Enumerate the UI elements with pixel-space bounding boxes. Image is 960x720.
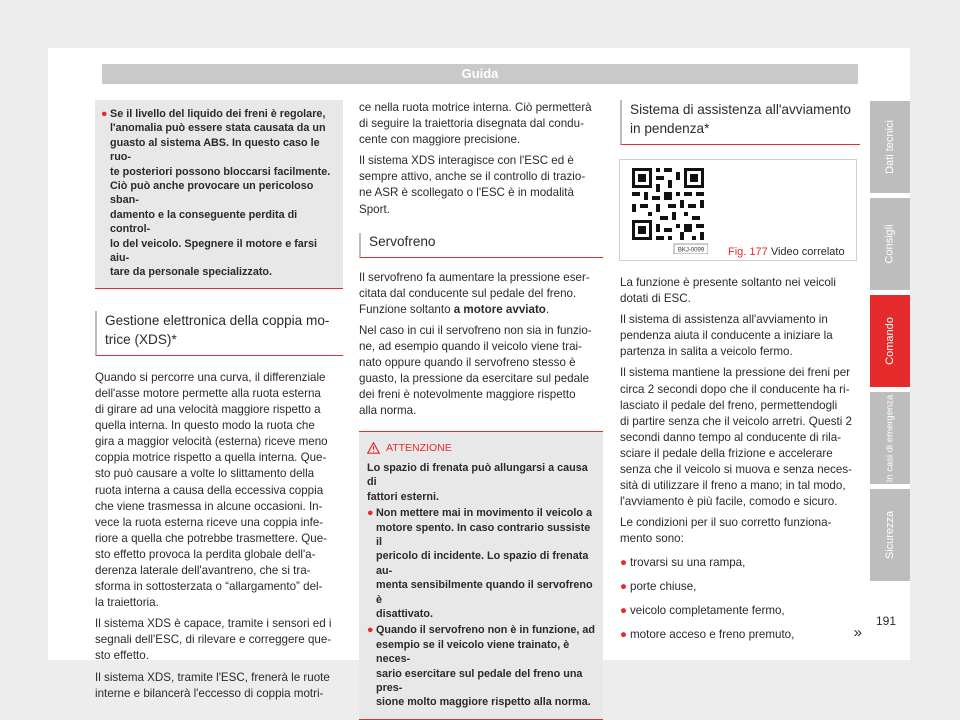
text-line: nato oppure quando il servofreno stesso è: [359, 356, 576, 370]
column-1: [95, 100, 343, 707]
continue-marker: »: [853, 623, 862, 641]
figure-code: BKJ-0099: [677, 247, 705, 254]
warning-abs-text: [101, 107, 335, 280]
text-line: lasciato il pedale del freno, permettendogli: [620, 398, 838, 412]
text-line: esempio se il veicolo viene trainato, è neces-: [376, 638, 570, 666]
text-line: motore spento. In caso contrario sussiste il: [376, 521, 591, 548]
servofreno-period: .: [545, 302, 550, 316]
text-line: sario esercitare sul pedale del freno una pres-: [376, 667, 583, 694]
text-line: fattori esterni.: [367, 490, 439, 503]
figure-177: [619, 159, 857, 261]
text-line: coppia motrice rispetto a quella interna. Que-: [95, 451, 327, 465]
servofreno-paragraph-1: [359, 270, 603, 318]
text-line: Funzione soltanto: [359, 302, 454, 316]
list-item-text: trovarsi su una rampa,: [630, 555, 746, 569]
hill-paragraph-1: [620, 275, 860, 307]
section-title-hill-start: [620, 100, 860, 145]
page-header: [102, 64, 858, 84]
figure-caption: [728, 244, 845, 260]
section-title-servofreno: [359, 233, 603, 258]
text-line: Il sistema di assistenza all'avviamento in: [620, 313, 828, 327]
list-item: [620, 553, 860, 573]
text-line: Non mettere mai in movimento il veicolo a: [376, 507, 592, 520]
text-line: ce nella ruota motrice interna. Ciò permetterà: [359, 101, 592, 114]
tab-sicurezza[interactable]: [870, 489, 910, 581]
list-item-text: porte chiuse,: [630, 579, 697, 593]
text-line: riore a quella che potrebbe trasmettere. Que-: [95, 531, 327, 545]
text-line: partenza in salita a veicolo fermo.: [620, 345, 793, 359]
text-line: quella interna. In questo modo la ruota che: [95, 419, 315, 433]
text-line: dell'asse motore permette alla ruota esterna: [95, 386, 321, 400]
text-line: ruota interna a causa della eccessiva coppia: [95, 483, 324, 497]
text-line: sforma in sottosterzata o “allargamento” del-: [95, 580, 323, 594]
figure-label: Fig. 177: [728, 246, 768, 258]
bullet-dot: ●: [620, 579, 628, 593]
hill-paragraph-3: [620, 365, 860, 510]
text-line: Se il livello del liquido dei freni è regolare,: [110, 108, 326, 120]
text-line: Lo spazio di frenata può allungarsi a causa di: [367, 461, 588, 489]
section-title-xds-line2: trice (XDS)*: [105, 331, 177, 347]
text-line: dei freni è notevolmente maggiore rispetto: [359, 388, 576, 402]
warning-box-servofreno: [359, 431, 603, 720]
figure-caption-text: Video correlato: [770, 246, 845, 258]
text-line: di seguire la traiettoria disegnata dal condu-: [359, 117, 584, 131]
text-line: guasto al sistema ABS. In questo caso le ruo-: [110, 136, 320, 164]
text-line: di partire senza che il veicolo arretri. Questi 2: [620, 414, 852, 428]
text-line: lo del veicolo. Spegnere il motore e farsi aiu-: [110, 237, 318, 265]
xds-paragraph-3: [95, 670, 343, 702]
text-line: La funzione è presente soltanto nei veicoli: [620, 276, 836, 289]
tab-comando[interactable]: [870, 295, 910, 387]
text-line: la traiettoria.: [95, 596, 159, 610]
xds-paragraph-5: [359, 153, 603, 217]
section-title-hill-line1: Sistema di assistenza all'avviamento: [630, 102, 851, 117]
text-line: disattivato.: [376, 607, 433, 620]
text-line: Le condizioni per il suo corretto funziona-: [620, 516, 832, 530]
list-item-text: motore acceso e freno premuto,: [630, 627, 795, 641]
text-line: l'anomalia può essere stata causata da un: [110, 122, 326, 135]
text-line: alla norma.: [359, 404, 417, 418]
tab-label: Dati tecnici: [884, 120, 897, 174]
warning-header: [367, 441, 595, 455]
text-line: Quando si percorre una curva, il differenziale: [95, 370, 326, 384]
tab-consigli[interactable]: [870, 198, 910, 290]
text-line: Il sistema XDS è capace, tramite i sensori ed i: [95, 617, 332, 631]
text-line: ne, ad esempio quando il veicolo viene trai-: [359, 340, 582, 354]
text-line: Nel caso in cui il servofreno non sia in funzio-: [359, 323, 592, 337]
text-line: sto effetto provoca la perdita globale dell'a-: [95, 547, 316, 561]
list-item: [620, 601, 860, 621]
column-3: [620, 100, 860, 649]
text-line: pericolo di incidente. Lo spazio di frenata au-: [376, 550, 589, 577]
text-line: secondi danno tempo al conducente di rila-: [620, 430, 842, 444]
section-title-xds-line1: Gestione elettronica della coppia mo-: [105, 312, 330, 328]
text-line: gira a maggior velocità (esterna) riceve meno: [95, 435, 328, 449]
text-line: menta sensibilmente quando il servofreno è: [376, 579, 593, 606]
text-line: Il sistema mantiene la pressione dei freni per: [620, 366, 851, 380]
text-line: ne ASR è scollegato o l'ESC è in modalità: [359, 186, 574, 200]
servofreno-bold: a motore avviato: [453, 302, 546, 316]
warning-title: ATTENZIONE: [386, 441, 452, 454]
text-line: pendenza aiuta il conducente a iniziare la: [620, 329, 833, 343]
tab-dati-tecnici[interactable]: [870, 101, 910, 193]
tab-label: Sicurezza: [884, 510, 897, 560]
text-line: tare da personale specializzato.: [110, 266, 273, 279]
bullet-dot: ●: [367, 624, 374, 637]
hill-paragraph-4: [620, 515, 860, 547]
text-line: Il sistema XDS interagisce con l'ESC ed è: [359, 154, 574, 168]
tab-label: Comando: [884, 317, 897, 365]
text-line: damento e la conseguente perdita di control-: [110, 208, 298, 236]
warning-bullet-2: [367, 623, 595, 709]
bullet-dot: ●: [620, 627, 628, 641]
warning-triangle-icon: [367, 442, 380, 454]
text-line: Ciò può anche provocare un pericoloso sban-: [110, 180, 314, 207]
text-line: derenza laterale dell'avantreno, che si tra-: [95, 564, 311, 577]
bullet-dot: ●: [367, 507, 374, 520]
page-number: 191: [876, 614, 897, 628]
list-item: [620, 625, 860, 645]
qr-code-icon[interactable]: [628, 164, 708, 254]
text-line: sciare il pedale della frizione e accelerare: [620, 446, 833, 460]
tab-label: Consigli: [883, 224, 896, 264]
tab-emergenza[interactable]: [870, 392, 910, 484]
text-line: sempre attivo, anche se il controllo di trazio-: [359, 170, 586, 184]
warning-box-abs: [95, 100, 343, 289]
tab-label: In casi di emergenza: [884, 394, 896, 482]
text-line: guasto, la pressione da esercitare sul pedale: [359, 372, 590, 386]
conditions-list: [620, 553, 860, 645]
text-line: dotati di ESC.: [620, 292, 691, 306]
text-line: citata dal conducente sul pedale del freno.: [359, 286, 577, 300]
text-line: circa 2 secondi dopo che il conducente ha ri-: [620, 382, 850, 396]
bullet-dot: ●: [620, 603, 628, 617]
text-line: Quando il servofreno non è in funzione, ad: [376, 624, 595, 637]
warning-bullet-1: [367, 506, 595, 621]
section-title-xds: [95, 311, 343, 356]
header-title: Guida: [461, 66, 499, 81]
section-title-hill-line2: in pendenza*: [630, 121, 710, 136]
section-title-servofreno-text: Servofreno: [369, 233, 436, 249]
text-line: Il servofreno fa aumentare la pressione eser-: [359, 270, 590, 284]
text-line: sto può causare a volte lo slittamento della: [95, 467, 315, 481]
text-line: sità di utilizzare il freno a mano; in tal modo,: [620, 479, 846, 493]
text-line: Il sistema XDS, tramite l'ESC, frenerà le ruote: [95, 670, 330, 684]
list-item-text: veicolo completamente fermo,: [630, 603, 785, 617]
text-line: te posteriori possono bloccarsi facilmente.: [110, 165, 331, 178]
hill-paragraph-2: [620, 312, 860, 360]
xds-paragraph-4: [359, 100, 603, 148]
text-line: cente con maggiore precisione.: [359, 133, 521, 147]
xds-paragraph-2: [95, 616, 343, 664]
text-line: segnali dell'ESC, di rilevare e correggere que-: [95, 633, 332, 647]
text-line: vece la ruota esterna riceve una coppia infe-: [95, 515, 324, 529]
text-line: sto effetto.: [95, 649, 149, 663]
text-line: Sport.: [359, 202, 390, 216]
xds-paragraph-1: [95, 370, 343, 611]
text-line: interne e bilancerà l'eccesso di coppia motri-: [95, 686, 324, 700]
bullet-dot: ●: [101, 108, 108, 120]
bullet-dot: ●: [620, 555, 628, 569]
text-line: l'avviamento è più facile, comodo e sicuro.: [620, 495, 838, 509]
servofreno-paragraph-2: [359, 323, 603, 420]
text-line: senza che il veicolo si muova e senza neces-: [620, 463, 852, 477]
text-line: sione molto maggiore rispetto alla norma.: [376, 696, 591, 709]
text-line: che viene trasmessa in alcune occasioni. In-: [95, 499, 323, 513]
warning-intro: [367, 461, 595, 504]
column-2: [359, 100, 603, 720]
text-line: mento sono:: [620, 532, 684, 546]
list-item: [620, 577, 860, 597]
text-line: di girare ad una velocità maggiore rispetto a: [95, 403, 321, 417]
